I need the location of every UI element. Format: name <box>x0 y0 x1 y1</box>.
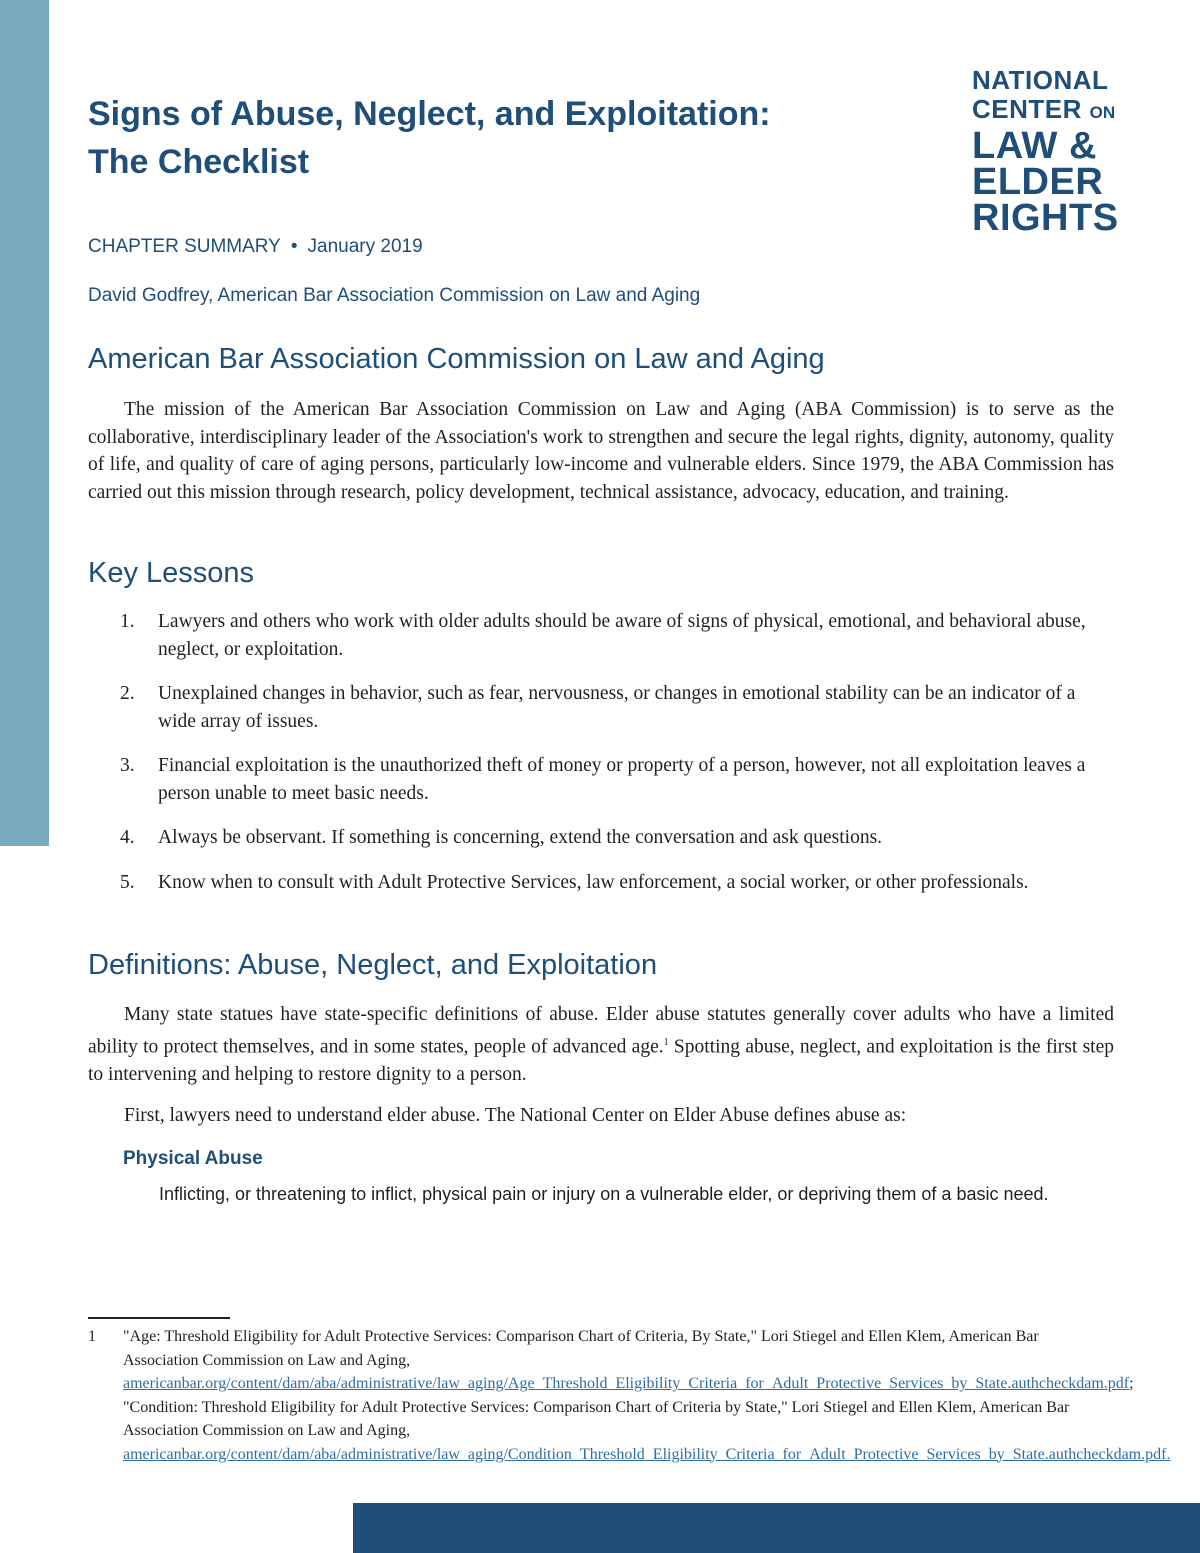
footnote: 1 "Age: Threshold Eligibility for Adult Protective Services: Comparison Chart of Criteria, By State," Lori Stiegel and Ellen Klem, American Bar Association Commission on Law and Aging, americanbar.org/content/dam/aba/administrative/law_aging/Age_Threshold_Eligibility_Criteria_for_Adult_Protective_Services_by_State.authcheckdam.pdf; "Condition: Threshold Eligibility for Adult Protective Services: Comparison Chart of Criteria by State," Lori Stiegel and Ellen Klem, American Bar Association Commission on Law and Aging, americanbar.org/content/dam/aba/administrative/law_aging/Condition_Threshold_Eligibility_Criteria_for_Adult_Protective_Services_by_State.authcheckdam.pdf. <box>88 1325 1098 1466</box>
footnote-number: 1 <box>88 1328 96 1345</box>
chapter-meta: CHAPTER SUMMARY • January 2019 <box>88 236 423 257</box>
definitions-intro: First, lawyers need to understand elder abuse. The National Center on Elder Abuse defines abuse as: <box>124 1105 907 1126</box>
footnote-ref[interactable]: 1 <box>663 1036 669 1048</box>
list-item: 2. Unexplained changes in behavior, such as fear, nervousness, or changes in emotional stability can be an indicator of a wide array of issues. <box>120 683 1076 732</box>
author-line: David Godfrey, American Bar Association Commission on Law and Aging <box>88 285 701 306</box>
list-item: 3. Financial exploitation is the unauthorized theft of money or property of a person, however, not all exploitation leaves a person unable to meet basic needs. <box>120 755 1086 804</box>
logo-line-rights: RIGHTS <box>972 197 1119 239</box>
physical-abuse-heading: Physical Abuse <box>123 1148 263 1169</box>
page-title: Signs of Abuse, Neglect, and Exploitation: The Checklist <box>88 95 771 181</box>
logo-line-elder: ELDER <box>972 161 1104 203</box>
logo-line-national: NATIONAL <box>972 65 1109 95</box>
list-item: 1. Lawyers and others who work with older adults should be aware of signs of physical, emotional, and behavioral abuse, neglect, or exploitation. <box>120 611 1086 660</box>
section-heading-definitions: Definitions: Abuse, Neglect, and Exploitation <box>88 949 658 981</box>
mission-paragraph: The mission of the American Bar Association Commission on Law and Aging (ABA Commission) is to serve as the collaborative, interdisciplinary leader of the Association's work to strengthen and secure the legal rights, dignity, autonomy, quality of life, and quality of care of aging persons, particularly low-income and vulnerable elders. Since 1979, the ABA Commission has carried out this mission through research, policy development, technical assistance, advocacy, education, and training. <box>88 399 1114 503</box>
key-lessons-list <box>120 608 1110 896</box>
footer-accent-bar <box>353 1503 1200 1553</box>
section-heading-key-lessons: Key Lessons <box>88 557 255 589</box>
logo-line-law: LAW & <box>972 125 1097 167</box>
footnote-link-condition[interactable]: americanbar.org/content/dam/aba/administrative/law_aging/Condition_Threshold_Eligibility_Criteria_for_Adult_Protective_Services_by_State.authcheckdam.pdf. <box>123 1445 1171 1463</box>
list-item: 5. Know when to consult with Adult Protective Services, law enforcement, a social worker, or other professionals. <box>120 871 1029 893</box>
logo-line-center: CENTER ON <box>972 94 1116 124</box>
ncler-logo <box>972 65 1122 239</box>
sidebar-accent-bar <box>0 0 49 846</box>
list-item: 4. Always be observant. If something is concerning, extend the conversation and ask questions. <box>120 827 883 848</box>
definitions-paragraph: Many state statues have state-specific definitions of abuse. Elder abuse statutes generally cover adults who have a limited ability to protect themselves, and in some states, people of advanced age.$^1$ Spotting abuse, neglect, and exploitation is the first step to intervening and helping to restore dignity to a person. <box>88 1004 1114 1085</box>
footnote-divider <box>88 1317 230 1319</box>
section-heading-aba: American Bar Association Commission on Law and Aging <box>88 343 825 375</box>
chapter-date: January 2019 <box>307 236 423 257</box>
physical-abuse-definition: Inflicting, or threatening to inflict, physical pain or injury on a vulnerable elder, or depriving them of a basic need. <box>159 1184 1049 1204</box>
footnote-link-age[interactable]: americanbar.org/content/dam/aba/administrative/law_aging/Age_Threshold_Eligibility_Criteria_for_Adult_Protective_Services_by_State.authcheckdam.pdf <box>123 1375 1130 1392</box>
chapter-label: CHAPTER SUMMARY <box>88 236 281 257</box>
